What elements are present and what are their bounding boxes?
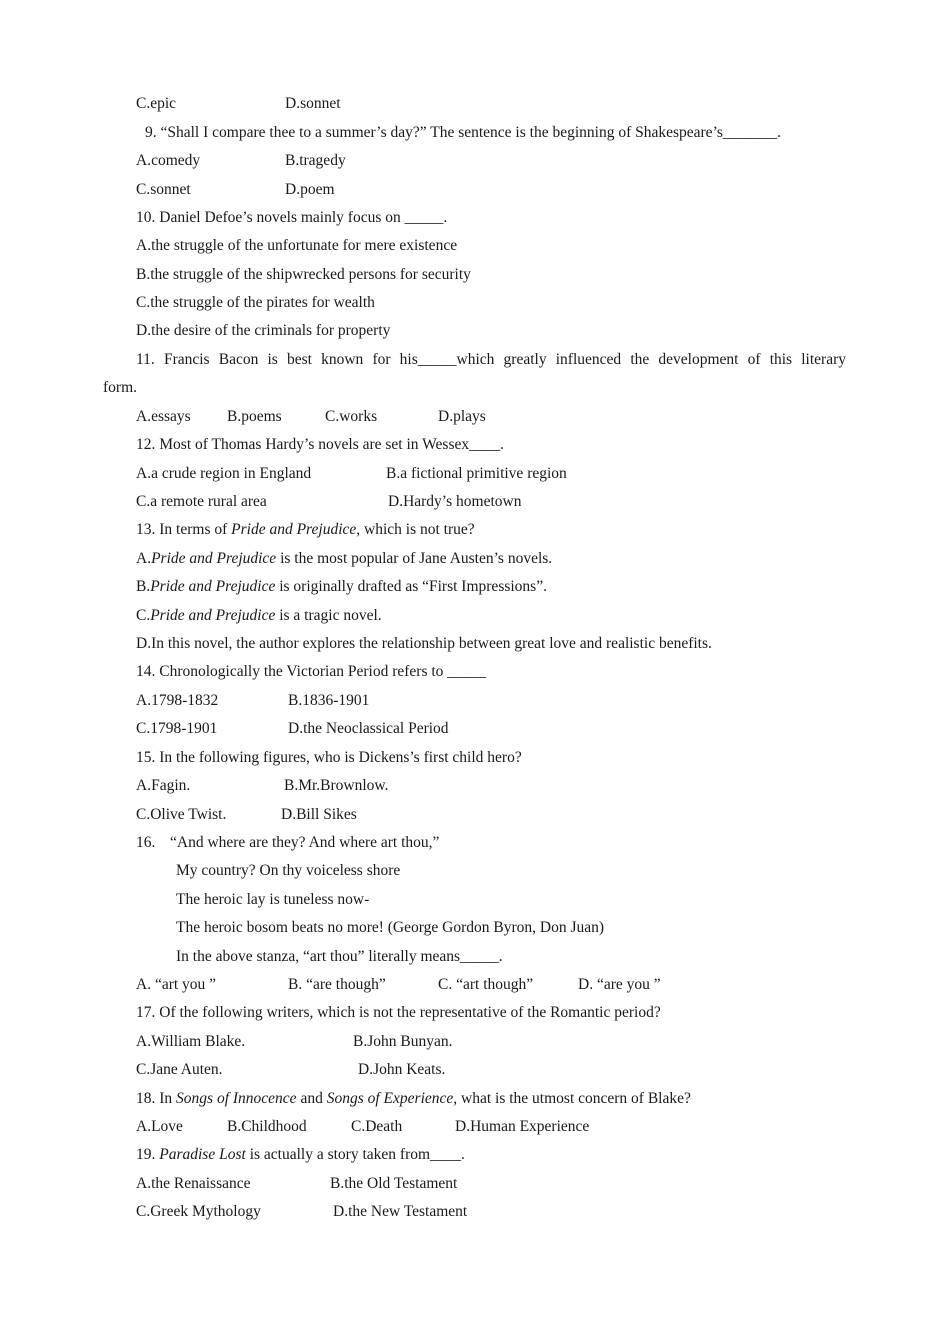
q9-option-b: B.tragedy bbox=[285, 152, 346, 169]
q13-option-c: C.Pride and Prejudice is a tragic novel. bbox=[136, 607, 382, 624]
q16-verse-line-2: My country? On thy voiceless shore bbox=[176, 862, 401, 879]
q10-option-d: D.the desire of the criminals for property bbox=[136, 322, 391, 339]
q14-option-d: D.the Neoclassical Period bbox=[288, 720, 449, 737]
q19-option-d: D.the New Testament bbox=[333, 1203, 468, 1220]
q8-option-c: C.epic bbox=[136, 95, 177, 112]
q16-number: 16. bbox=[136, 834, 156, 851]
q15-option-c: C.Olive Twist. bbox=[136, 806, 227, 823]
q19-option-b: B.the Old Testament bbox=[330, 1175, 458, 1192]
q12-option-b: B.a fictional primitive region bbox=[386, 465, 567, 482]
q13-option-d: D.In this novel, the author explores the relationship between great love and realistic benefits. bbox=[136, 635, 712, 652]
q16-option-d: D. “are you ” bbox=[578, 976, 661, 993]
q17-option-b: B.John Bunyan. bbox=[353, 1033, 453, 1050]
q12-option-d: D.Hardy’s hometown bbox=[388, 493, 522, 510]
q10-option-b: B.the struggle of the shipwrecked persons for security bbox=[136, 266, 471, 283]
q17-option-d: D.John Keats. bbox=[358, 1061, 446, 1078]
q18-stem: 18. In Songs of Innocence and Songs of Experience, what is the utmost concern of Blake? bbox=[136, 1090, 691, 1107]
q10-option-c: C.the struggle of the pirates for wealth bbox=[136, 294, 375, 311]
q19-option-a: A.the Renaissance bbox=[136, 1175, 251, 1192]
q11-stem-line1: 11. Francis Bacon is best known for his_____which greatly influenced the development of this literary bbox=[136, 351, 846, 368]
q15-option-a: A.Fagin. bbox=[136, 777, 191, 794]
q16-option-c: C. “art though” bbox=[438, 976, 534, 993]
q17-option-c: C.Jane Auten. bbox=[136, 1061, 223, 1078]
q11-option-c: C.works bbox=[325, 408, 378, 425]
q8-option-d: D.sonnet bbox=[285, 95, 341, 112]
q9-option-a: A.comedy bbox=[136, 152, 201, 169]
q18-option-d: D.Human Experience bbox=[455, 1118, 590, 1135]
q12-option-a: A.a crude region in England bbox=[136, 465, 312, 482]
q16-option-b: B. “are though” bbox=[288, 976, 386, 993]
q18-title-2: Songs of Experience bbox=[326, 1090, 454, 1107]
q18-option-c: C.Death bbox=[351, 1118, 403, 1135]
q19-stem: 19. Paradise Lost is actually a story taken from____. bbox=[136, 1146, 465, 1163]
q11-option-b: B.poems bbox=[227, 408, 282, 425]
q15-stem: 15. In the following figures, who is Dickens’s first child hero? bbox=[136, 749, 522, 766]
q12-option-c: C.a remote rural area bbox=[136, 493, 267, 510]
q19-title: Paradise Lost bbox=[159, 1146, 246, 1163]
q10-stem: 10. Daniel Defoe’s novels mainly focus on _____. bbox=[136, 209, 448, 226]
q11-option-a: A.essays bbox=[136, 408, 191, 425]
q14-option-c: C.1798-1901 bbox=[136, 720, 218, 737]
q15-option-d: D.Bill Sikes bbox=[281, 806, 357, 823]
q11-option-d: D.plays bbox=[438, 408, 486, 425]
q13-option-b: B.Pride and Prejudice is originally drafted as “First Impressions”. bbox=[136, 578, 547, 595]
q14-option-b: B.1836-1901 bbox=[288, 692, 370, 709]
q9-stem: 9. “Shall I compare thee to a summer’s day?” The sentence is the beginning of Shakespeare’s_______. bbox=[145, 124, 782, 141]
q17-stem: 17. Of the following writers, which is not the representative of the Romantic period? bbox=[136, 1004, 661, 1021]
q13-stem: 13. In terms of Pride and Prejudice, which is not true? bbox=[136, 521, 475, 538]
q13-title: Pride and Prejudice bbox=[231, 521, 357, 538]
q16-option-a: A. “art you ” bbox=[136, 976, 217, 993]
q10-option-a: A.the struggle of the unfortunate for mere existence bbox=[136, 237, 458, 254]
q14-stem: 14. Chronologically the Victorian Period refers to _____ bbox=[136, 663, 487, 680]
q16-verse-line-1: “And where are they? And where art thou,” bbox=[170, 834, 440, 851]
q11-stem-line2: form. bbox=[103, 379, 138, 396]
q17-option-a: A.William Blake. bbox=[136, 1033, 246, 1050]
q16-verse-line-4: The heroic bosom beats no more! (George Gordon Byron, Don Juan) bbox=[176, 919, 605, 936]
q13-option-a: A.Pride and Prejudice is the most popular of Jane Austen’s novels. bbox=[136, 550, 553, 567]
q12-stem: 12. Most of Thomas Hardy’s novels are set in Wessex____. bbox=[136, 436, 504, 453]
q18-title-1: Songs of Innocence bbox=[176, 1090, 297, 1107]
q9-option-c: C.sonnet bbox=[136, 181, 191, 198]
q9-option-d: D.poem bbox=[285, 181, 335, 198]
q16-stem: In the above stanza, “art thou” literally means_____. bbox=[176, 948, 503, 965]
q18-option-a: A.Love bbox=[136, 1118, 183, 1135]
q18-option-b: B.Childhood bbox=[227, 1118, 307, 1135]
q14-option-a: A.1798-1832 bbox=[136, 692, 219, 709]
q15-option-b: B.Mr.Brownlow. bbox=[284, 777, 389, 794]
q16-verse-line-3: The heroic lay is tuneless now- bbox=[176, 891, 370, 908]
q19-option-c: C.Greek Mythology bbox=[136, 1203, 261, 1220]
